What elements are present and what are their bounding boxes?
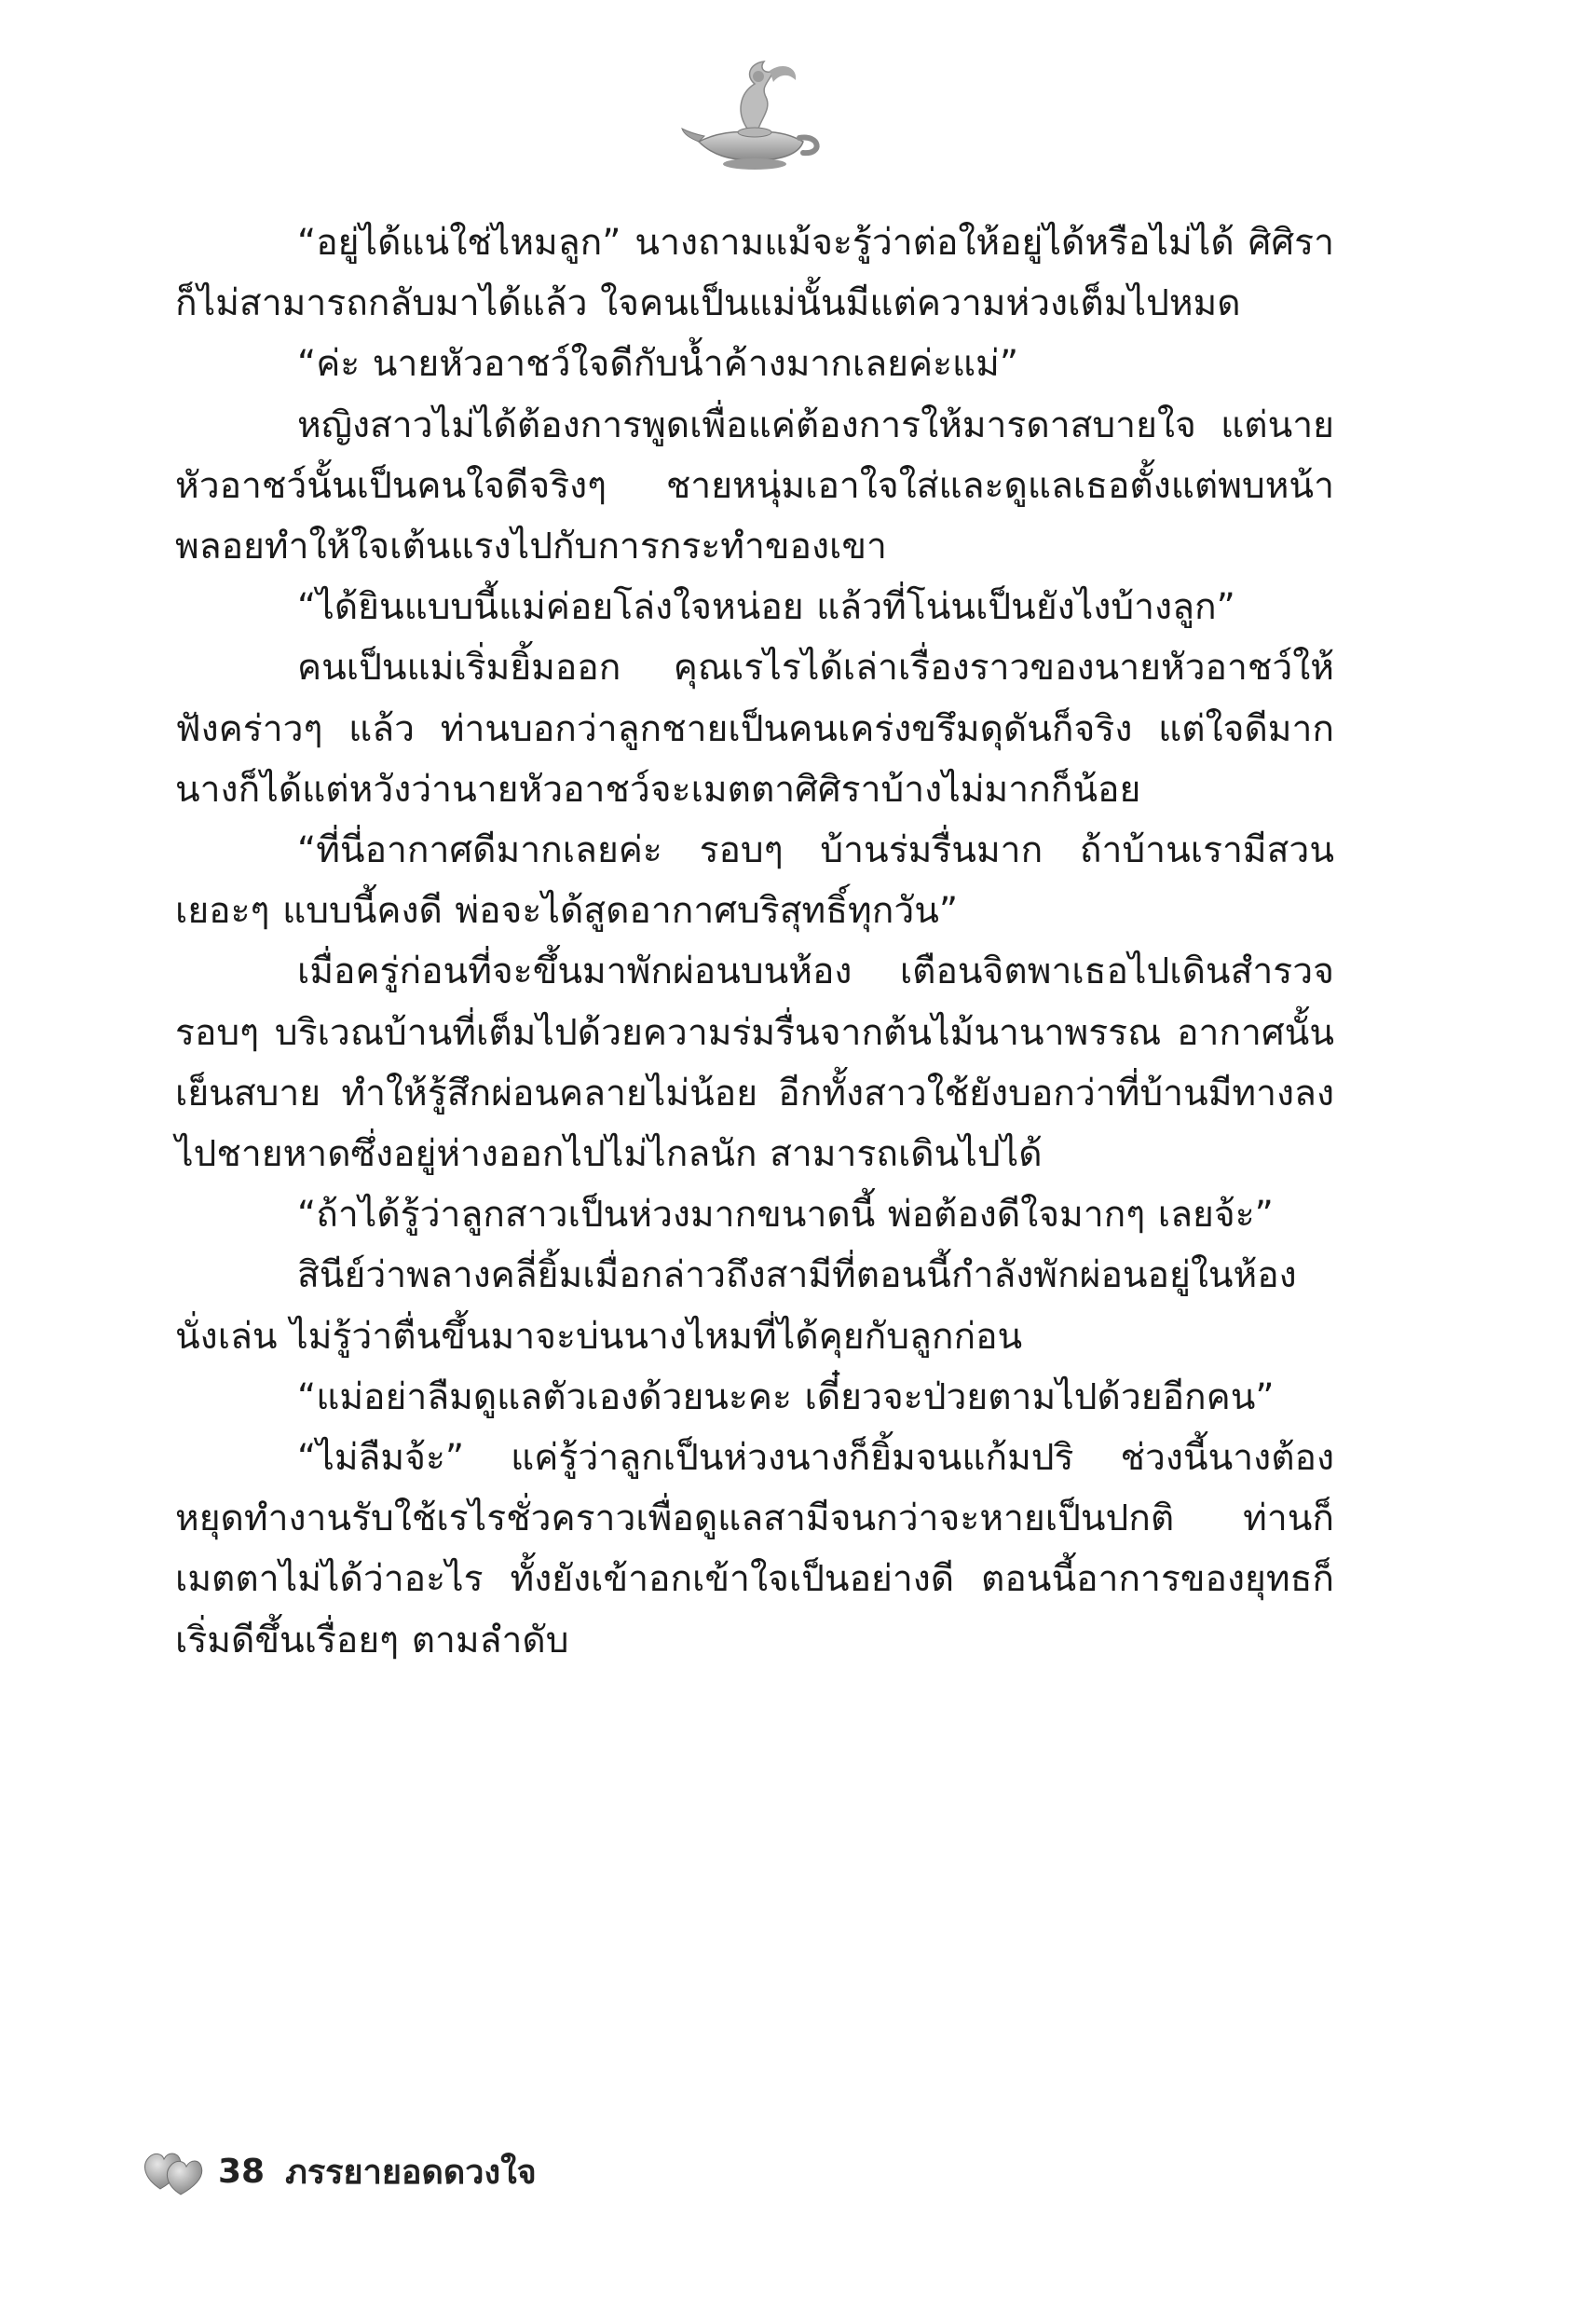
paragraph: “ถ้าได้รู้ว่าลูกสาวเป็นห่วงมากขนาดนี้ พ่อต้องดีใจมากๆ เลยจ้ะ” [297,1194,1274,1237]
hearts-icon [140,2144,205,2198]
paragraph: “แม่อย่าลืมดูแลตัวเองด้วยนะคะ เดี๋ยวจะป่วยตามไปด้วยอีกคน” [297,1375,1275,1418]
paragraph: “ไม่ลืมจ้ะ” แค่รู้ว่าลูกเป็นห่วงนางก็ยิ้มจนแก้มปริ ช่วงนี้นางต้องหยุดทำงานรับใช้เรไรชั่วคราวเพื่อดูแลสามีจนกว่าจะหายเป็นปกติ ท่านก็เมตตาไม่ได้ว่าอะไร ทั้งยังเข้าอกเข้าใจเป็นอย่างดี ตอนนี้อาการของยุทธก็เริ่มดีขึ้นเรื่อยๆ ตามลำดับ [175,1437,1334,1661]
paragraph: คนเป็นแม่เริ่มยิ้มออก คุณเรไรได้เล่าเรื่องราวของนายหัวอาชว์ให้ฟังคร่าวๆ แล้ว ท่านบอกว่าลูกชายเป็นคนเคร่งขรึมดุดันก็จริง แต่ใจดีมาก นางก็ได้แต่หวังว่านายหัวอาชว์จะเมตตาศิศิราบ้างไม่มากก็น้อย [175,647,1334,811]
paragraph: สินีย์ว่าพลางคลี่ยิ้มเมื่อกล่าวถึงสามีที่ตอนนี้กำลังพักผ่อนอยู่ในห้องนั่งเล่น ไม่รู้ว่าตื่นขึ้นมาจะบ่นนางไหมที่ได้คุยกับลูกก่อน [175,1254,1297,1358]
book-title: ภรรยายอดดวงใจ [285,2153,537,2192]
paragraph: หญิงสาวไม่ได้ต้องการพูดเพื่อแค่ต้องการให้มารดาสบายใจ แต่นายหัวอาชว์นั้นเป็นคนใจดีจริงๆ ชายหนุ่มเอาใจใส่และดูแลเธอตั้งแต่พบหน้า พลอยทำให้ใจเต้นแรงไปกับการกระทำของเขา [175,403,1334,568]
paragraph: “ค่ะ นายหัวอาชว์ใจดีกับน้ำค้างมากเลยค่ะแม่” [297,343,1019,386]
page-footer [140,2143,537,2199]
paragraph: “ที่นี่อากาศดีมากเลยค่ะ รอบๆ บ้านร่มรื่นมาก ถ้าบ้านเรามีสวนเยอะๆ แบบนี้คงดี พ่อจะได้สูดอากาศบริสุทธิ์ทุกวัน” [175,829,1334,933]
paragraph: “ได้ยินแบบนี้แม่ค่อยโล่งใจหน่อย แล้วที่โน่นเป็นยังไงบ้างลูก” [297,586,1235,629]
paragraph: เมื่อครู่ก่อนที่จะขึ้นมาพักผ่อนบนห้อง เตือนจิตพาเธอไปเดินสำรวจรอบๆ บริเวณบ้านที่เต็มไปด้วยความร่มรื่นจากต้นไม้นานาพรรณ อากาศนั้นเย็นสบาย ทำให้รู้สึกผ่อนคลายไม่น้อย อีกทั้งสาวใช้ยังบอกว่าที่บ้านมีทางลงไปชายหาดซึ่งอยู่ห่างออกไปไม่ไกลนัก สามารถเดินไปได้ [175,950,1334,1176]
paragraph: “อยู่ได้แน่ใช่ไหมลูก” นางถามแม้จะรู้ว่าต่อให้อยู่ได้หรือไม่ได้ ศิศิราก็ไม่สามารถกลับมาได้แล้ว ใจคนเป็นแม่นั้นมีแต่ความห่วงเต็มไปหมด [175,222,1334,325]
magic-lamp-icon [680,56,829,177]
page-number: 38 [218,2152,266,2191]
body-text [175,212,1334,1671]
